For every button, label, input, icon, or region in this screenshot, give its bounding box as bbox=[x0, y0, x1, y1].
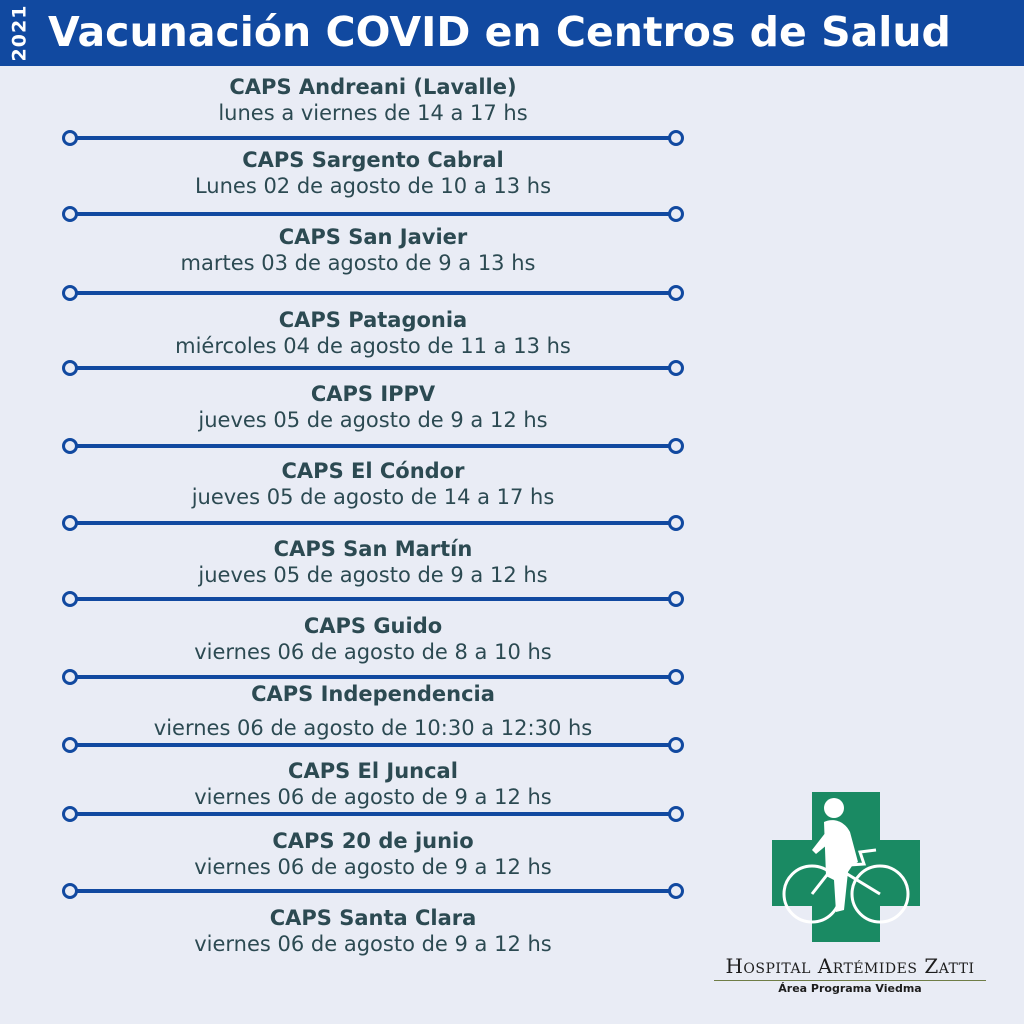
centre-entry bbox=[80, 381, 666, 433]
divider-line bbox=[62, 360, 684, 376]
centre-entry bbox=[80, 681, 666, 741]
centre-name: CAPS San Javier bbox=[278, 225, 468, 249]
logo-divider bbox=[714, 980, 986, 981]
centre-entry bbox=[80, 758, 666, 810]
divider-dot bbox=[62, 438, 78, 454]
divider-dot bbox=[62, 591, 78, 607]
centre-name: CAPS Independencia bbox=[251, 682, 495, 706]
divider-line bbox=[62, 130, 684, 146]
divider-dot bbox=[668, 737, 684, 753]
divider-dot bbox=[62, 737, 78, 753]
centre-schedule: viernes 06 de agosto de 9 a 12 hs bbox=[194, 785, 552, 809]
centre-schedule: viernes 06 de agosto de 9 a 12 hs bbox=[194, 932, 552, 956]
divider-dot bbox=[62, 130, 78, 146]
divider-dot bbox=[62, 806, 78, 822]
centre-name: CAPS Santa Clara bbox=[269, 906, 477, 930]
centre-entry bbox=[80, 613, 666, 665]
divider-dot bbox=[62, 360, 78, 376]
centre-entry bbox=[80, 74, 666, 126]
centre-schedule: viernes 06 de agosto de 8 a 10 hs bbox=[194, 640, 552, 664]
hospital-logo bbox=[700, 788, 1000, 1008]
divider-dot bbox=[668, 515, 684, 531]
centre-entry bbox=[80, 224, 666, 276]
hospital-name: Hospital Artémides Zatti bbox=[725, 954, 975, 978]
centre-entry bbox=[80, 147, 666, 199]
divider-line bbox=[62, 591, 684, 607]
centre-entry bbox=[80, 458, 666, 510]
centre-name: CAPS Sargento Cabral bbox=[242, 148, 504, 172]
centre-name: CAPS 20 de junio bbox=[272, 829, 474, 853]
divider-dot bbox=[62, 515, 78, 531]
centre-schedule: jueves 05 de agosto de 9 a 12 hs bbox=[198, 563, 548, 587]
centre-schedule: jueves 05 de agosto de 14 a 17 hs bbox=[191, 485, 555, 509]
area-label: Área Programa Viedma bbox=[778, 982, 922, 995]
divider-dot bbox=[668, 883, 684, 899]
centre-entry bbox=[80, 905, 666, 957]
divider-dot bbox=[668, 360, 684, 376]
divider-dot bbox=[668, 806, 684, 822]
centre-schedule: viernes 06 de agosto de 9 a 12 hs bbox=[194, 855, 552, 879]
divider-dot bbox=[668, 130, 684, 146]
divider-dot bbox=[62, 285, 78, 301]
centre-entry bbox=[80, 307, 666, 359]
divider-dot bbox=[668, 669, 684, 685]
centre-entry bbox=[80, 536, 666, 588]
divider-dot bbox=[668, 285, 684, 301]
centre-name: CAPS San Martín bbox=[273, 537, 473, 561]
centre-entry bbox=[80, 828, 666, 880]
divider-line bbox=[62, 206, 684, 222]
divider-dot bbox=[62, 669, 78, 685]
centre-name: CAPS El Juncal bbox=[288, 759, 458, 783]
centre-name: CAPS Guido bbox=[303, 614, 443, 638]
centre-name: CAPS Andreani (Lavalle) bbox=[229, 75, 517, 99]
divider-dot bbox=[668, 206, 684, 222]
divider-dot bbox=[668, 591, 684, 607]
centre-name: CAPS Patagonia bbox=[278, 308, 468, 332]
divider-line bbox=[62, 438, 684, 454]
year-label: 2021 bbox=[8, 4, 31, 62]
centre-schedule: Lunes 02 de agosto de 10 a 13 hs bbox=[194, 174, 552, 198]
centre-schedule: miércoles 04 de agosto de 11 a 13 hs bbox=[175, 334, 571, 358]
page-title: Vacunación COVID en Centros de Salud bbox=[48, 8, 951, 56]
divider-line bbox=[62, 285, 684, 301]
centre-name: CAPS IPPV bbox=[310, 382, 436, 406]
header-banner bbox=[0, 0, 1024, 66]
divider-line bbox=[62, 737, 684, 753]
divider-line bbox=[62, 806, 684, 822]
divider-dot bbox=[668, 438, 684, 454]
centre-schedule: martes 03 de agosto de 9 a 13 hs bbox=[180, 251, 536, 275]
divider-dot bbox=[62, 206, 78, 222]
centre-name: CAPS El Cóndor bbox=[281, 459, 465, 483]
centre-schedule: viernes 06 de agosto de 10:30 a 12:30 hs bbox=[153, 716, 593, 740]
centre-schedule: lunes a viernes de 14 a 17 hs bbox=[218, 101, 528, 125]
divider-line bbox=[62, 883, 684, 899]
centre-schedule: jueves 05 de agosto de 9 a 12 hs bbox=[198, 408, 548, 432]
divider-dot bbox=[62, 883, 78, 899]
cross-cyclist-icon bbox=[772, 792, 920, 942]
divider-line bbox=[62, 515, 684, 531]
